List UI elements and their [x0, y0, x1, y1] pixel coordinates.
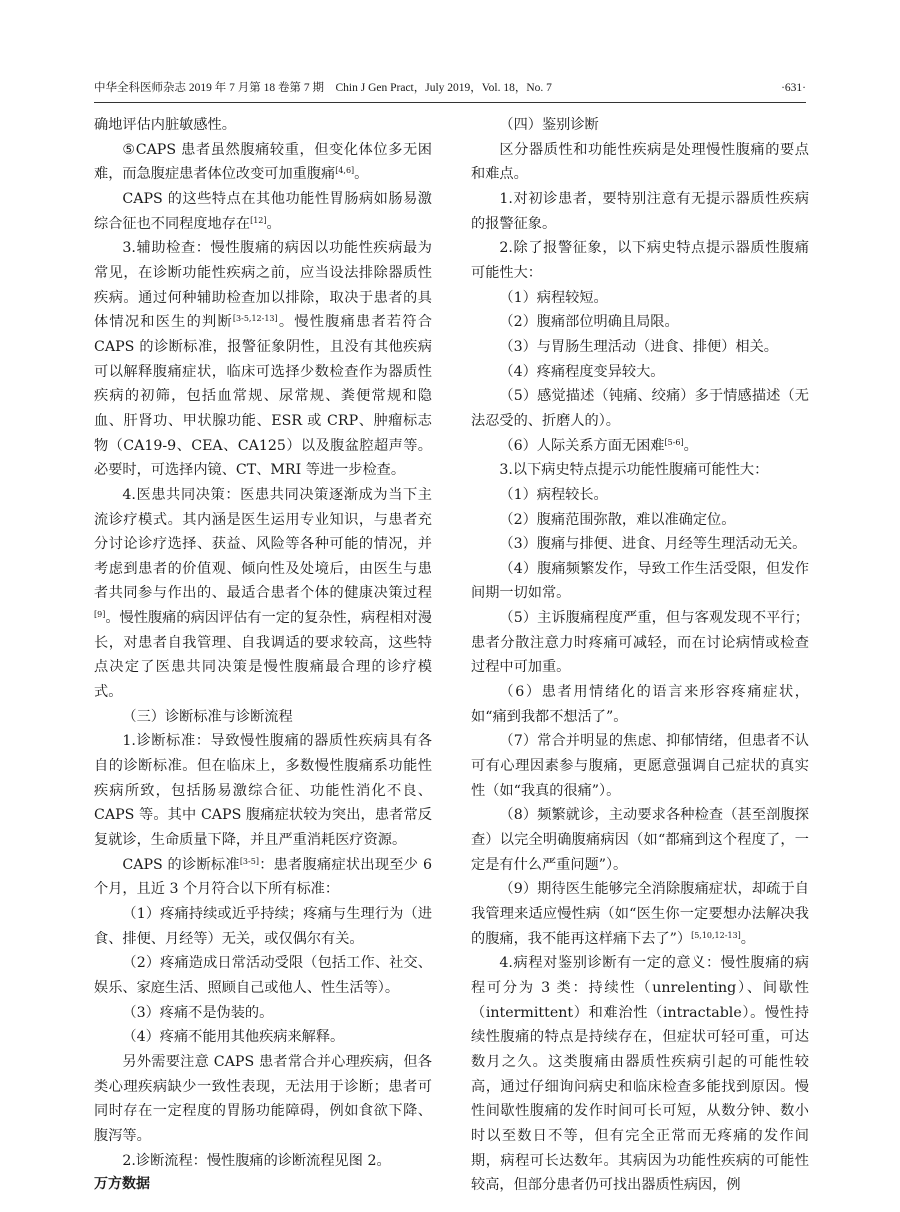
paragraph-text: （6）人际关系方面无困难: [499, 437, 665, 454]
paragraph-text: （3）疼痛不是伪装的。: [122, 1004, 274, 1021]
paragraph-text: CAPS 的诊断标准: [122, 856, 240, 873]
paragraph-text-continued: 。: [740, 930, 755, 947]
paragraph: [94, 853, 432, 902]
paragraph: [471, 508, 809, 533]
paragraph: [94, 1001, 432, 1026]
watermark-text: 万方数据: [94, 1176, 150, 1192]
paragraph-text: （4）疼痛程度变异较大。: [499, 363, 665, 380]
paragraph: [471, 483, 809, 508]
citation-ref: [3-5]: [239, 856, 259, 866]
left-column: [94, 113, 432, 1173]
paragraph: [94, 483, 432, 705]
paragraph-text: （2）腹痛范围弥散，难以准确定位。: [499, 511, 736, 528]
paragraph-text: 另外需要注意 CAPS 患者常合并心理疾病，但各类心理疾病缺少一致性表现，无法用于诊断；患者可同时存在一定程度的胃肠功能障碍，例如食欲下降、腹泻等。: [94, 1053, 432, 1144]
citation-ref: [5-6]: [664, 437, 684, 447]
citation-ref: [9]: [94, 610, 106, 620]
paragraph: [471, 532, 809, 557]
paragraph-text: 3.以下病史特点提示功能性腹痛可能性大：: [499, 462, 769, 479]
paragraph: [471, 286, 809, 311]
paragraph: [471, 729, 809, 803]
paragraph: [471, 384, 809, 433]
citation-ref: [12]: [250, 215, 267, 225]
paragraph-text: （3）腹痛与排便、进食、月经等生理活动无关。: [499, 536, 807, 553]
paragraph-text: （1）疼痛持续或近乎持续；疼痛与生理行为（进食、排便、月经等）无关，或仅偶尔有关。: [94, 906, 432, 947]
paragraph-text: 3.辅助检查：慢性腹痛的病因以功能性疾病最为常见，在诊断功能性疾病之前，应当设法排除器质性疾病。通过何种辅助检查加以排除，取决于患者的具体情况和医生的判断: [94, 240, 432, 331]
paragraph: [471, 310, 809, 335]
citation-ref: [5,10,12-13]: [691, 930, 741, 940]
paragraph-text-continued: 。: [683, 437, 698, 454]
running-header: [94, 80, 806, 96]
paragraph: [471, 335, 809, 360]
paragraph: [94, 236, 432, 483]
paragraph: [94, 951, 432, 1000]
paragraph-text: （3）与胃肠生理活动（进食、排便）相关。: [499, 338, 778, 355]
paragraph: [471, 138, 809, 187]
paragraph-text-continued: ：患者腹痛症状出现至少 6 个月，且近 3 个月符合以下所有标准：: [94, 856, 432, 898]
paragraph: [471, 360, 809, 385]
paragraph-text: （8）频繁就诊，主动要求各种检查（甚至剖腹探查）以完全明确腹痛病因（如“都痛到这个程度了，一定是有什么严重问题”）。: [471, 807, 809, 873]
paragraph-text: （四）鉴别诊断: [499, 117, 599, 133]
paragraph-text: （1）病程较短。: [499, 289, 608, 306]
paragraph-text: 确地评估内脏敏感性。: [94, 117, 236, 133]
paragraph-text: （4）腹痛频繁发作，导致工作生活受限，但发作间期一切如常。: [471, 560, 809, 602]
paragraph: [471, 680, 809, 729]
paragraph: [471, 557, 809, 606]
paragraph: [94, 729, 432, 852]
paragraph: [471, 951, 809, 1198]
header-rule: [94, 102, 806, 103]
paragraph-text: （6）患者用情绪化的语言来形容疼痛症状，如“痛到我都不想活了”。: [471, 684, 809, 725]
paragraph-text: ⑤CAPS 患者虽然腹痛较重，但变化体位多无困难，而急腹症患者体位改变可加重腹痛: [94, 141, 432, 183]
paragraph: [94, 187, 432, 236]
paragraph: [471, 113, 809, 138]
paragraph: [471, 236, 809, 285]
paragraph: [94, 1050, 432, 1149]
paragraph-text-continued: 。: [354, 166, 369, 183]
paragraph-text: 2.诊断流程：慢性腹痛的诊断流程见图 2。: [122, 1152, 391, 1169]
paragraph-text: （三）诊断标准与诊断流程: [122, 708, 293, 725]
right-column: [471, 113, 809, 1198]
paragraph-text: 区分器质性和功能性疾病是处理慢性腹痛的要点和难点。: [471, 141, 809, 183]
paragraph: [471, 434, 809, 459]
paragraph-text: 1.诊断标准：导致慢性腹痛的器质性疾病具有各自的诊断标准。但在临床上，多数慢性腹痛系功能性疾病所致，包括肠易激综合征、功能性消化不良、CAPS 等。其中 CAPS 腹痛症状较为突出，患者常反复就诊，生命质量下降，并且严重消耗医疗资源。: [94, 733, 432, 849]
paragraph-text: 2.除了报警征象，以下病史特点提示器质性腹痛可能性大：: [471, 240, 809, 281]
paragraph-text: 4.医患共同决策：医患共同决策逐渐成为当下主流诊疗模式。其内涵是医生运用专业知识，与患者充分讨论诊疗选择、获益、风险等各种可能的情况，并考虑到患者的价值观、倾向性及处境后，由医生与患者共同参与作出的、最适合患者个体的健康决策过程: [94, 486, 432, 602]
paragraph-text: 4.病程对鉴别诊断有一定的意义：慢性腹痛的病程可分为 3 类：持续性（unrelenting）、间歇性（intermittent）和难治性（intractable）。慢性持续性腹痛的特点是持续存在，但症状可轻可重，可达数月之久。这类腹痛由器质性疾病引起的可能性较高，通过仔细询问病史和临床检查多能找到原因。慢性间歇性腹痛的发作时间可长可短，从数分钟、数小时以至数日不等，但有完全正常而无疼痛的发作间期，病程可长达数年。其病因为功能性疾病的可能性较高，但部分患者仍可找出器质性病因，例: [471, 955, 809, 1194]
paragraph-text: （7）常合并明显的焦虑、抑郁情绪，但患者不认可有心理因素参与腹痛，更愿意强调自己症状的真实性（如“我真的很痛”）。: [471, 733, 809, 799]
paragraph: [94, 113, 432, 138]
paragraph-text: （1）病程较长。: [499, 486, 608, 503]
paragraph: [471, 877, 809, 951]
citation-ref: [3-5,12-13]: [232, 314, 278, 324]
paragraph: [471, 187, 809, 236]
page-number: ·631·: [781, 82, 806, 94]
paragraph: [94, 705, 432, 730]
paragraph-text: （9）期待医生能够完全消除腹痛症状，却疏于自我管理来适应慢性病（如“医生你一定要想办法解决我的腹痛，我不能再这样痛下去了”）: [471, 881, 809, 947]
paragraph: [94, 1149, 432, 1174]
citation-ref: [4,6]: [335, 166, 355, 176]
paragraph-text-continued: 。: [266, 215, 281, 232]
paragraph-text: （2）疼痛造成日常活动受限（包括工作、社交、娱乐、家庭生活、照顾自己或他人、性生活等）。: [94, 955, 432, 996]
paragraph: [471, 803, 809, 877]
paragraph-text-continued: 。慢性腹痛患者若符合 CAPS 的诊断标准，报警征象阴性，且没有其他疾病可以解释腹痛症状，临床可选择少数检查作为器质性疾病的初筛，包括血常规、尿常规、粪便常规和隐血、肝肾功、甲状腺功能、ESR 或 CRP、肿瘤标志物（CA19-9、CEA、CA125）以及腹盆腔超声等。必要时，可选择内镜、CT、MRI 等进一步检查。: [94, 314, 432, 479]
paragraph-text: （5）主诉腹痛程度严重，但与客观发现不平行；患者分散注意力时疼痛可减轻，而在讨论病情或检查过程中可加重。: [471, 610, 809, 676]
paragraph: [94, 1025, 432, 1050]
paragraph: [471, 606, 809, 680]
paragraph: [94, 902, 432, 951]
paragraph-text: （4）疼痛不能用其他疾病来解释。: [122, 1029, 345, 1046]
paragraph: [471, 458, 809, 483]
paragraph-text: （2）腹痛部位明确且局限。: [499, 314, 679, 331]
paragraph-text: CAPS 的这些特点在其他功能性胃肠病如肠易激综合征也不同程度地存在: [94, 190, 432, 232]
paragraph-text: （5）感觉描述（钝痛、绞痛）多于情感描述（无法忍受的、折磨人的）。: [471, 388, 809, 429]
paragraph: [94, 138, 432, 187]
paragraph-text: 1.对初诊患者，要特别注意有无提示器质性疾病的报警征象。: [471, 190, 809, 232]
journal-citation: 中华全科医师杂志 2019 年 7 月第 18 卷第 7 期 Chin J Gen Pract，July 2019，Vol. 18，No. 7: [94, 82, 552, 94]
paragraph-text-continued: 。慢性腹痛的病因评估有一定的复杂性，病程相对漫长，对患者自我管理、自我调适的要求较高，这些特点决定了医患共同决策是慢性腹痛最合理的诊疗模式。: [94, 610, 432, 701]
